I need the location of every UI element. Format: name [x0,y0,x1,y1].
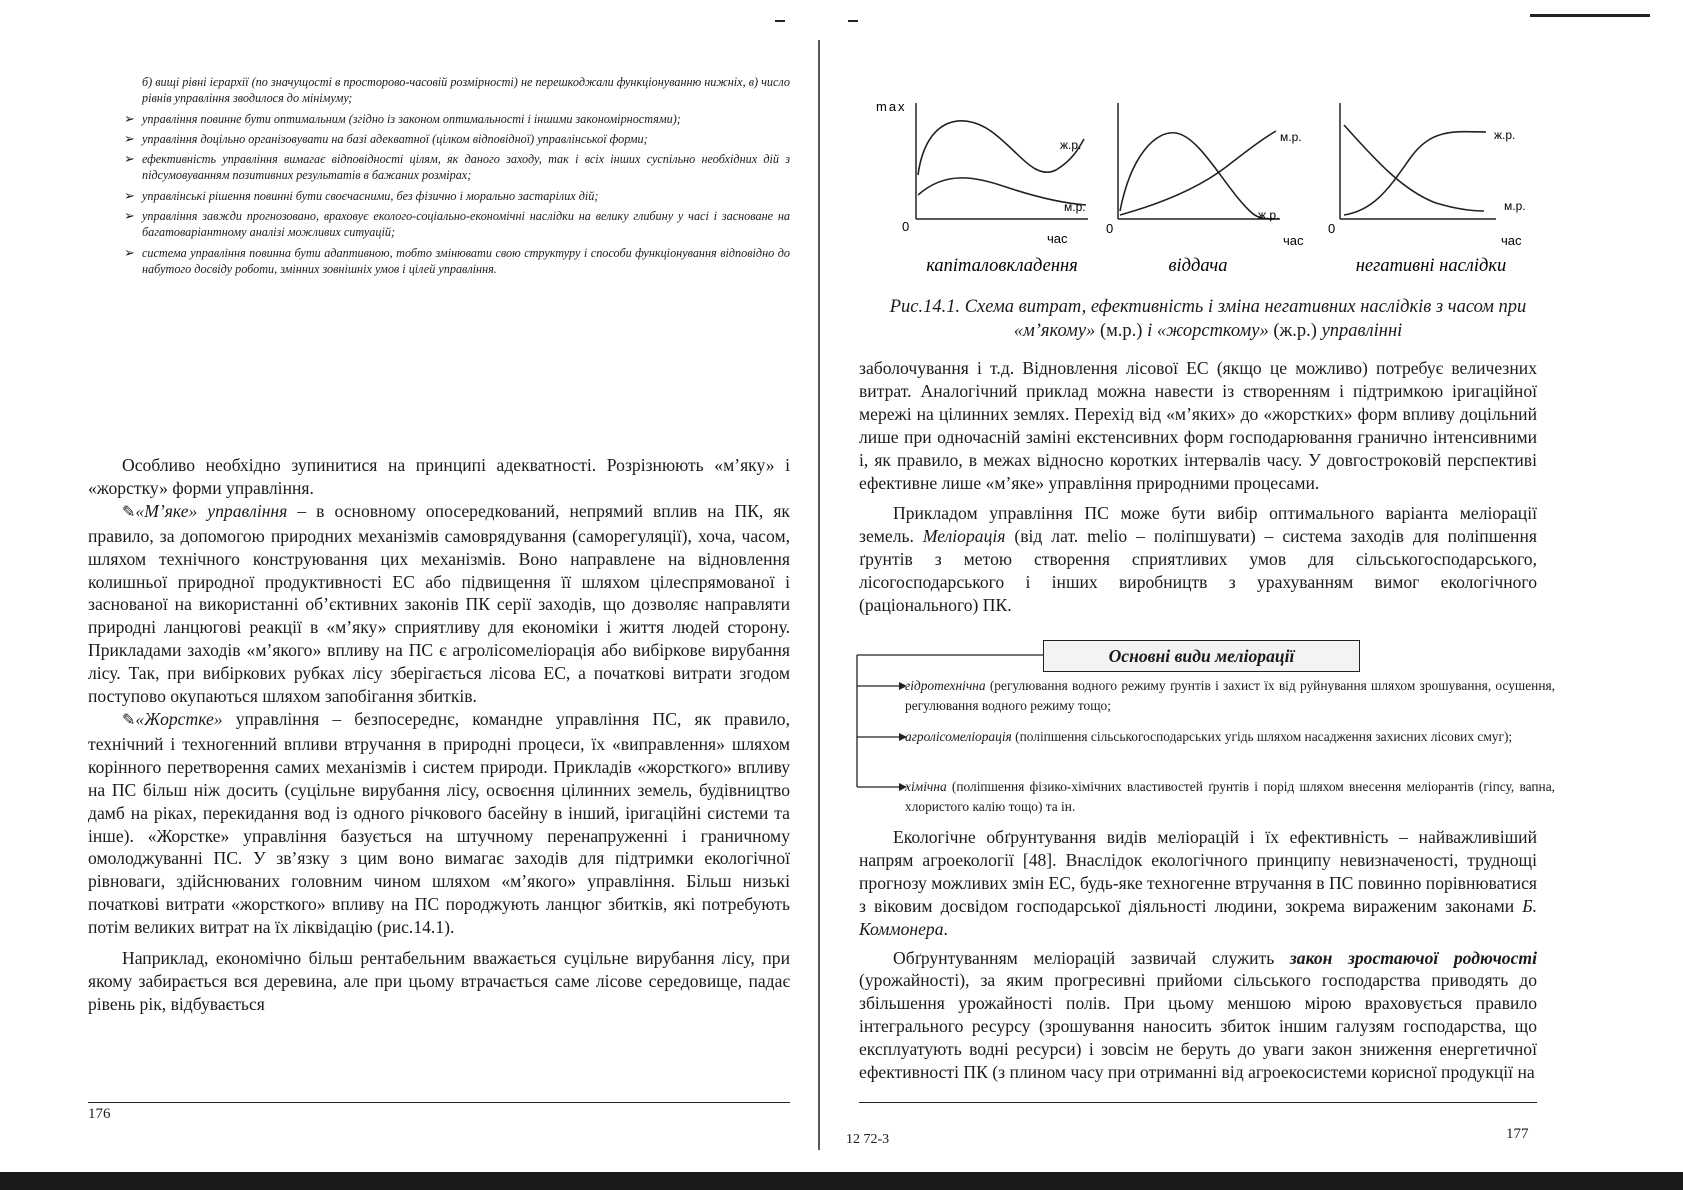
arrow-bullet-icon: ➢ [124,244,135,260]
printer-signature: 12 72-3 [846,1132,890,1147]
soft-curve [1120,131,1276,215]
paragraph: Прикладом управління ПС може бути вибір оптимального варіанта меліорації земель. Меліорація (від лат. melio – поліпшувати) – система заходів для поліпшення ґрунтів з метою створення сприятливих умов для сільськогосподарського, лісогосподарського і інших виробництв з урахуванням вимог екологічного (раціонального) ПК. [859,503,1537,616]
list-item: ➢ управління завжди прогнозовано, враховує еколого-соціально-економічні наслідки на велику глибину у часі і засноване на багатоваріантному аналізі можливих ситуацій; [124,208,790,240]
melioration-item-agroforestry: агролісомеліорація (поліпшення сільськогосподарських угідь шляхом насадження захисних лісових смуг); [905,729,1513,744]
paragraph: Наприклад, економічно більш рентабельним вважається суцільне вирубання лісу, при якому забирається вся деревина, але при цьому втрачається саме лісове середовище, падає рівень рік, відбувається [88,948,790,1014]
time-label: час [1283,233,1304,248]
list-item: б) вищі рівні ієрархії (по значущості в просторово-часовій розмірності) не перешкоджали функціонуванню нижніх, в) число рівнів управління зводилося до мінімуму; [142,75,790,106]
time-label: час [1501,233,1522,248]
melioration-types-diagram [855,640,1555,820]
paragraph: Особливо необхідно зупинитися на принципі адекватності. Розрізнюють «м’яку» і «жорстку» форми управління. [88,455,790,498]
zero-label: 0 [902,219,910,234]
list-item: ➢ управлінські рішення повинні бути своєчасними, без фізично і морально застарілих дій; [124,187,599,203]
paragraph: ✎«Жорстке» управління – безпосереднє, командне управління ПС, як правило, технічний і техногенний впливи втручання в природні процеси, їх «виправлення» шляхом корінного перетворення самих механізмів і систем природи. Прикладів «жорсткого» впливу на ПС більш ніж досить (суцільне вирубання лісу, освоєння цілинних земель, будівництво дамб на ріках, перекидання вод із одного річкового басейну в інший, іригаційні системи та інше). «Жорстке» управління базується на штучному перенапруженні і граничному омолоджуванні ПС. У зв’язку з цим воно вимагає заходів для підтримки екологічної рівноваги, здійснюваних головним чином шляхом «м’якого» управління. Більш низькі початкові витрати «жорсткого» впливу на ПС породжують ланцюг збитків, які потребують потім великих витрат на їх ліквідацію (рис.14.1). [88,708,790,938]
arrow-bullet-icon: ➢ [124,130,135,146]
list-item: ➢ система управління повинна бути адаптивною, тобто змінювати свою структуру і способи функціонування відповідно до набутого досвіду роботи, змінних зовнішніх умов і цілей управління. [124,244,790,276]
figure-caption: Рис.14.1. Схема витрат, ефективність і зміна негативних наслідків з часом при «м’якому» (м.р.) і «жорсткому» (ж.р.) управлінні [889,297,1527,341]
panel-negative-consequences [1328,103,1526,276]
soft-curve [918,178,1086,205]
footer-rule [88,1102,790,1103]
zero-label: 0 [1328,221,1336,236]
arrow-bullet-icon: ➢ [124,208,135,224]
melioration-item-hydrotechnical: гідротехнічна (регулювання водного режиму ґрунтів і захист їх від руйнування шляхом зрошування, осушення, регулювання водного режиму тощо; [905,678,1555,713]
paragraph: Обґрунтуванням меліорацій зазвичай служить закон зростаючої родючості (урожайності), за яким прогресивні прийоми сільського господарства приводять до збільшення урожайності полів. При цьому меншою мірою враховується правило інтегрального ресурсу (зрошування наносить збиток іншим галузям господарства, що експлуатують водні ресурси) і зовсім не беруть до уваги закон зниження енергетичної ефективності ПК (з плином часу при отриманні від агроекосистеми корисної продукції на [859,947,1537,1083]
zero-label: 0 [1106,221,1114,236]
time-label: час [1047,231,1068,246]
bullet-list [124,74,790,277]
right-body-text-bottom [859,826,1537,1084]
arrow-bullet-icon: ➢ [124,151,135,167]
hard-label: ж.р. [1258,208,1280,222]
figure-14-1 [856,95,1536,290]
list-item: ➢ ефективність управління вимагає відповідності цілям, як даного заходу, так і всіх інших суспільно необхідних дій з підсумовуванням позитивних результатів в бажаних розмірах; [124,151,790,183]
page-number: 176 [88,1106,111,1122]
scan-mark [848,20,858,22]
hard-curve [1120,133,1276,219]
soft-label: м.р. [1064,200,1086,214]
list-item: ➢ управління доцільно організовувати на базі адекватної (цілком відповідної) управлінської форми; [124,130,648,146]
list-item: ➢ управління повинне бути оптимальним (згідно із законом оптимальності і іншими закономірностями); [124,110,681,126]
y-max-label: max [876,99,907,114]
panel-title: негативні наслідки [1355,256,1507,276]
footer-rule [859,1102,1537,1103]
left-body-text [88,454,790,1016]
hard-curve [1344,132,1486,215]
right-body-text-top [859,357,1537,617]
arrow-bullet-icon: ➢ [124,187,135,203]
paragraph: ✎«М’яке» управління – в основному опосередкований, непрямий вплив на ПК, як правило, за допомогою природних механізмів самоврядування (саморегуляції), хоча, часом, шляхом технічного конструювання цих механізмів. Воно направлене на відновлення колишньої природної продуктивності ЕС або підвищення її шляхом цілеспрямованої і заснованої на використанні об’єктивних законів ПК серії заходів, що дозволяє направляти природні ланцюгові реакції в «м’яку» сприятливу для економіки і життя людей сторону. Прикладами заходів «м’якого» впливу на ПС є агролісомеліорація або вибіркове вирубання лісу. Так, при вибіркових рубках лісу зберігається лісова ЕС, а початкові витрати згодом поступово окупаються шляхом запобігання збитків. [88,500,790,707]
melioration-item-chemical: хімічна (поліпшення фізико-хімічних властивостей ґрунтів і порід шляхом внесення меліорантів (гіпсу, вапна, хлористого калію тощо) та ін. [905,779,1555,814]
paragraph: Екологічне обґрунтування видів меліорацій і їх ефективність – найважливіший напрям агроекології [48]. Внаслідок екологічного принципу невизначеності, труднощі прогнозу можливих змін ЕС, будь-яке техногенне втручання в ПС повинно порівнюватися з віковим досвідом господарської діяльності людини, зокрема вираженим законами Б. Коммонера. [859,827,1537,939]
paragraph: заболочування і т.д. Відновлення лісової ЕС (якщо це можливо) потребує величезних витрат. Аналогічний приклад можна навести із створенням і підтримкою іригаційної мережі на цілинних землях. Перехід від «м’яких» до «жорстких» форм впливу доцільний лише при одночасній заміні екстенсивних форм господарювання гранично інтенсивними і, як правило, в межах відносно коротких інтервалів часу. У довгостроковій перспективі ефективне лише «м’яке» управління природними процесами. [859,358,1537,493]
soft-curve [1344,125,1484,211]
hard-label: ж.р. [1494,128,1516,142]
panel-title: капіталовкладення [926,256,1078,276]
melioration-title: Основні види меліорації [1043,640,1360,672]
panel-return [1106,103,1304,276]
hand-pointer-icon: ✎ [122,711,136,729]
hard-label: ж.р. [1060,138,1082,152]
panel-capital-investment [876,99,1088,276]
scan-mark [1530,14,1650,17]
page-number: 177 [1506,1126,1529,1142]
panel-title: віддача [1168,256,1228,276]
hand-pointer-icon: ✎ [122,503,136,521]
arrow-bullet-icon: ➢ [124,110,135,126]
soft-label: м.р. [1504,199,1526,213]
soft-label: м.р. [1280,130,1302,144]
